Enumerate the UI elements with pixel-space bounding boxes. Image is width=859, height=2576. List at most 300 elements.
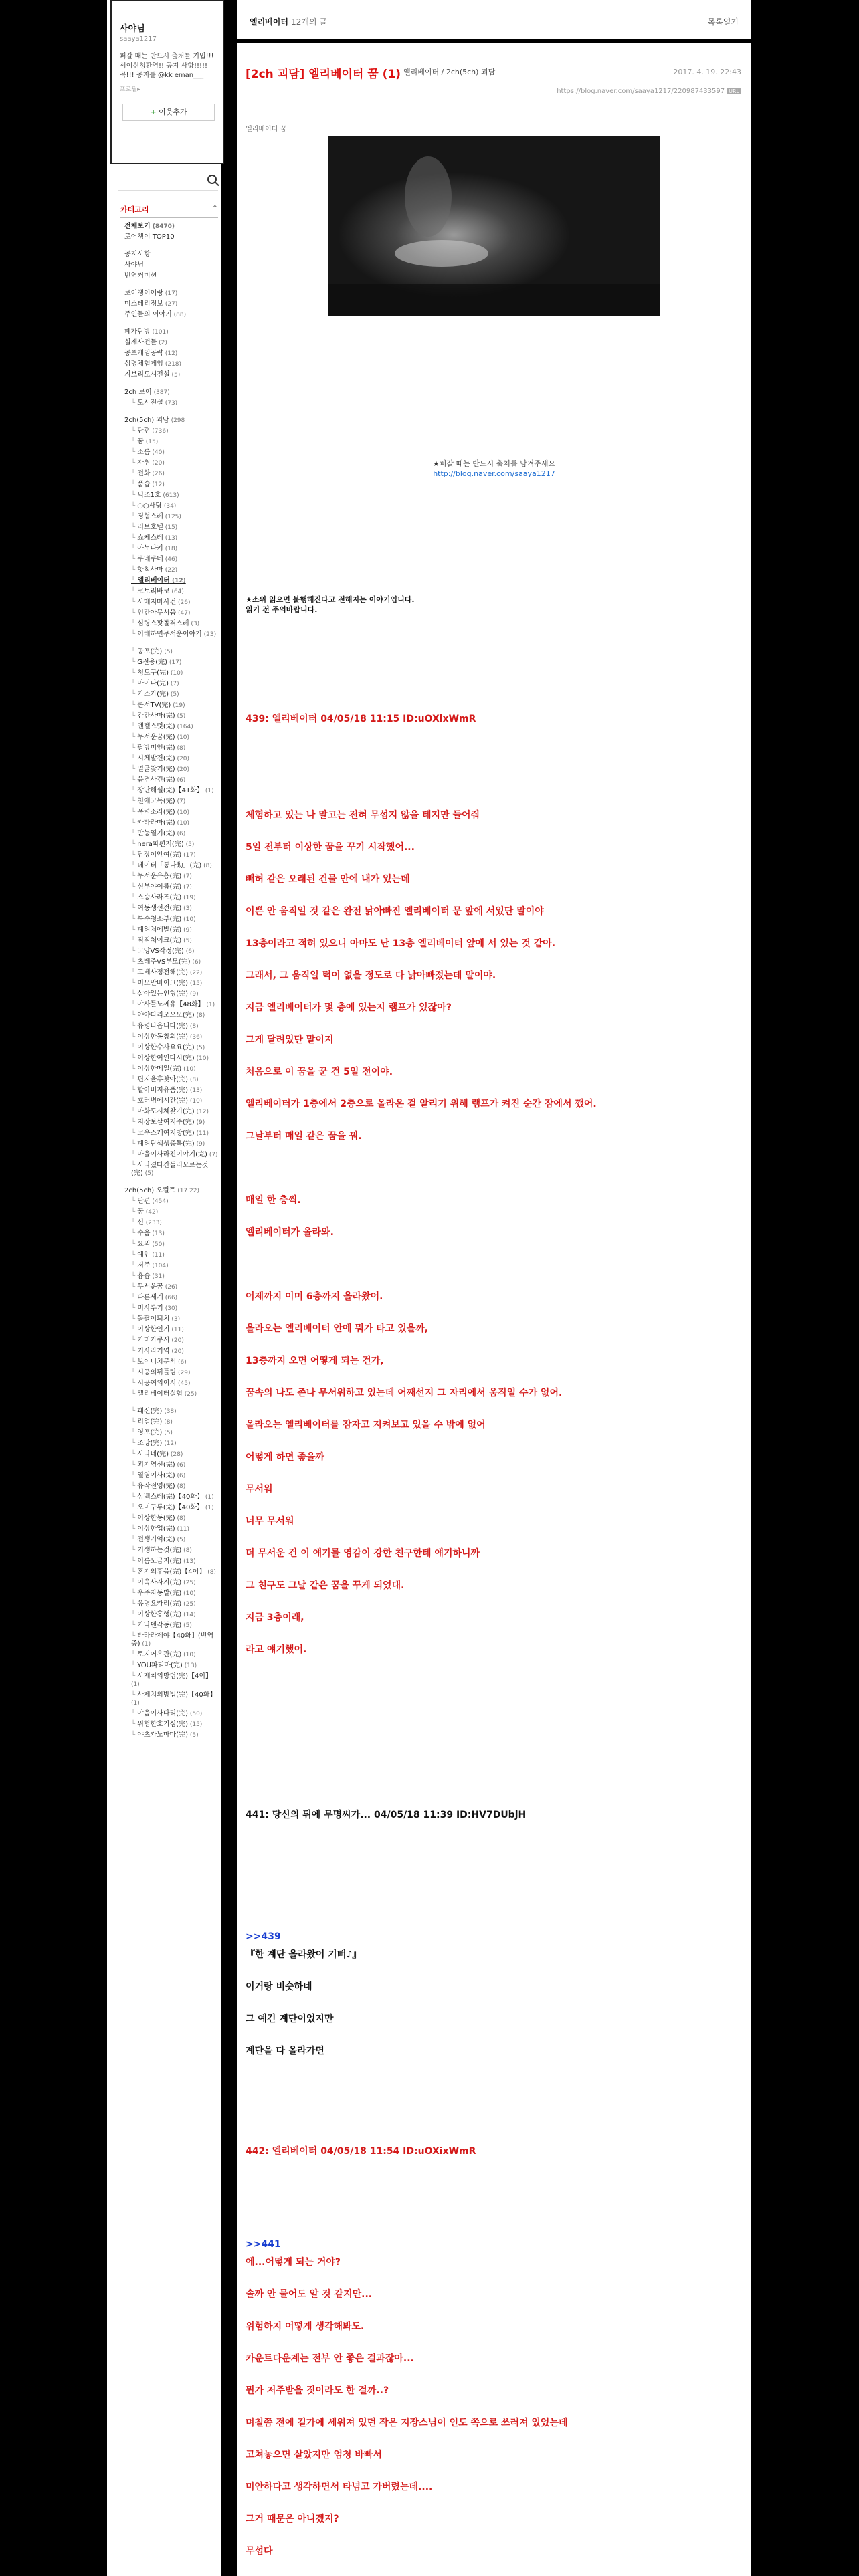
category-spacer bbox=[124, 1180, 218, 1187]
sidebar-category-item[interactable] bbox=[124, 1710, 218, 1718]
sidebar-category-item[interactable] bbox=[124, 427, 218, 435]
category-label: 카나덴각동(完) bbox=[137, 1622, 182, 1629]
category-count: (5) bbox=[183, 841, 195, 848]
category-count: (5) bbox=[181, 938, 192, 944]
sidebar-category-item[interactable] bbox=[124, 1273, 218, 1281]
sidebar-category-item[interactable] bbox=[124, 577, 218, 585]
sidebar-category-item[interactable] bbox=[124, 990, 218, 998]
post-line: 계단을 다 올라가면 bbox=[246, 2046, 324, 2056]
category-label: 코우스케여지방(完) bbox=[137, 1130, 195, 1137]
sidebar-category-item[interactable] bbox=[124, 798, 218, 806]
sidebar-category-item[interactable] bbox=[124, 399, 218, 407]
category-count: (15) bbox=[163, 524, 178, 531]
sidebar-category-item[interactable] bbox=[124, 1579, 218, 1587]
category-label: 팔방미인(完) bbox=[137, 744, 175, 752]
category-label: 이름모금지(完) bbox=[137, 1558, 182, 1565]
category-count: (3) bbox=[169, 1316, 181, 1323]
notice-link[interactable]: http://blog.naver.com/saaya1217 bbox=[433, 469, 555, 478]
category-count: (8) bbox=[201, 863, 212, 869]
category-count: (38) bbox=[162, 1408, 177, 1415]
sidebar-category-item[interactable] bbox=[124, 513, 218, 521]
sidebar-category-item[interactable] bbox=[124, 339, 218, 347]
category-count: (6) bbox=[176, 1359, 187, 1366]
category-count: (17) bbox=[167, 659, 182, 666]
category-label: 폐가탐방 bbox=[124, 328, 151, 336]
sidebar-category-item[interactable] bbox=[124, 1337, 218, 1345]
category-label: 카타라마(完) bbox=[137, 819, 175, 827]
post-line: 체험하고 있는 나 말고는 전혀 무섭지 않을 테지만 들어줘 bbox=[246, 810, 480, 821]
category-label: 할아버지유품(完) bbox=[137, 1087, 188, 1094]
category-count: (15) bbox=[187, 1721, 203, 1728]
sidebar-category-item[interactable] bbox=[124, 620, 218, 628]
category-count: (7) bbox=[181, 873, 192, 880]
sidebar-category-item[interactable] bbox=[124, 723, 218, 731]
sidebar-category-item[interactable] bbox=[124, 1251, 218, 1259]
category-label: 오미구루(完)【40화】 bbox=[137, 1504, 204, 1511]
sidebar-category-item[interactable] bbox=[124, 776, 218, 784]
category-count: (10) bbox=[169, 670, 183, 677]
category-count: (19) bbox=[181, 895, 196, 901]
category-label: 2ch 로어 bbox=[124, 389, 152, 396]
sidebar-category-item[interactable] bbox=[124, 1504, 218, 1512]
sidebar-category-item[interactable] bbox=[124, 1055, 218, 1063]
sidebar-category-item[interactable] bbox=[124, 1451, 218, 1459]
post-url[interactable]: https://blog.naver.com/saaya1217/220987433597 bbox=[557, 88, 725, 95]
sidebar-category-item[interactable] bbox=[124, 980, 218, 988]
category-count: (6) bbox=[175, 1473, 186, 1479]
post-line: 카운트다운계는 전부 안 좋은 결과잖아... bbox=[246, 2353, 414, 2364]
sidebar-category-item[interactable] bbox=[124, 1140, 218, 1148]
profile-link[interactable]: 프로필▸ bbox=[120, 86, 140, 93]
category-label: 조망(完) bbox=[137, 1440, 163, 1447]
category-count: (27) bbox=[163, 301, 178, 308]
sidebar-category-item[interactable] bbox=[124, 300, 218, 308]
category-label: 데이터「통나動」(完) bbox=[137, 862, 202, 869]
sidebar-category-item[interactable] bbox=[124, 449, 218, 457]
category-count: (20) bbox=[150, 460, 165, 467]
sidebar-category-item[interactable] bbox=[124, 862, 218, 870]
sidebar-category-item[interactable] bbox=[124, 1076, 218, 1084]
category-count: (22) bbox=[163, 567, 178, 574]
sidebar-category-item[interactable] bbox=[124, 1493, 218, 1501]
category-label: 예언 bbox=[137, 1251, 151, 1259]
sidebar-category-item[interactable] bbox=[124, 1305, 218, 1313]
sidebar-category-item[interactable] bbox=[124, 1600, 218, 1608]
sidebar-category-item[interactable] bbox=[124, 1198, 218, 1206]
category-count: (5) bbox=[175, 1537, 186, 1543]
sidebar-category-item[interactable] bbox=[124, 1262, 218, 1270]
category-label: 소름 bbox=[137, 449, 151, 456]
category-count: (13) bbox=[182, 1662, 197, 1669]
sidebar-category-item[interactable] bbox=[124, 1315, 218, 1323]
sidebar-category-item[interactable] bbox=[124, 1241, 218, 1249]
category-label: 사제치의방법(完)【4이】 bbox=[137, 1673, 212, 1680]
category-label: 츠레주VS부모(完) bbox=[137, 958, 191, 966]
sidebar-category-item[interactable] bbox=[124, 894, 218, 902]
category-count: (8) bbox=[175, 1483, 186, 1490]
sidebar-category-item[interactable] bbox=[124, 948, 218, 956]
sidebar-category-item[interactable] bbox=[124, 648, 218, 656]
category-count: (10) bbox=[181, 1066, 196, 1073]
sidebar-category-item[interactable] bbox=[124, 459, 218, 467]
sidebar-category-item[interactable] bbox=[124, 958, 218, 966]
category-label: 사제치의방법(完)【40화】 bbox=[137, 1691, 217, 1699]
sidebar-category-item[interactable] bbox=[124, 1283, 218, 1291]
category-label: 이상한업(完) bbox=[137, 1525, 175, 1533]
category-count: (13) bbox=[163, 535, 178, 542]
sidebar-category-item[interactable] bbox=[124, 389, 218, 397]
category-count: (9) bbox=[181, 927, 192, 934]
sidebar-category-item[interactable] bbox=[124, 566, 218, 574]
sidebar-category-item[interactable] bbox=[124, 1033, 218, 1041]
sidebar-category-item[interactable] bbox=[124, 1558, 218, 1566]
blog-category-title bbox=[250, 16, 327, 27]
sidebar-category-item[interactable] bbox=[124, 1358, 218, 1366]
sidebar-category-item[interactable] bbox=[124, 261, 218, 270]
category-count: (15) bbox=[187, 980, 203, 987]
sidebar-category-item[interactable] bbox=[124, 1691, 218, 1707]
category-label: 청도구(完) bbox=[137, 669, 169, 677]
category-label: 천애고독(完) bbox=[137, 798, 175, 805]
sidebar-category-item[interactable] bbox=[124, 851, 218, 859]
sidebar-category-item[interactable] bbox=[124, 1611, 218, 1619]
post-line: 지금 3층이래, bbox=[246, 1612, 304, 1623]
sidebar-category-item[interactable] bbox=[124, 1151, 218, 1159]
sidebar-category-item[interactable] bbox=[124, 1472, 218, 1480]
sidebar-category-item[interactable] bbox=[124, 1208, 218, 1216]
sidebar-category-item[interactable] bbox=[124, 1119, 218, 1127]
category-label: 품습 bbox=[137, 481, 151, 488]
post-line: 그게 달려있단 말이지 bbox=[246, 1035, 334, 1045]
category-count: (30) bbox=[163, 1305, 178, 1312]
sidebar-category-item[interactable] bbox=[124, 1547, 218, 1555]
sidebar-category-item[interactable] bbox=[124, 1622, 218, 1630]
sidebar-category-item[interactable] bbox=[124, 599, 218, 607]
sidebar-category-item[interactable] bbox=[124, 1162, 218, 1178]
sidebar-category-item[interactable] bbox=[124, 1380, 218, 1388]
sidebar-category-item[interactable] bbox=[124, 1219, 218, 1227]
reply-anchor-link[interactable]: >>439 bbox=[246, 1931, 281, 1942]
category-count: (12) bbox=[150, 481, 165, 488]
category-count: (9) bbox=[194, 1141, 205, 1148]
category-count: (11) bbox=[194, 1130, 209, 1137]
header-title[interactable]: 엘리베이터 bbox=[250, 17, 288, 27]
category-count: (8) bbox=[194, 1012, 205, 1019]
sidebar-category-item[interactable] bbox=[124, 1662, 218, 1670]
sidebar-category-item[interactable] bbox=[124, 1065, 218, 1073]
sidebar-category-item[interactable] bbox=[124, 1130, 218, 1138]
sidebar-category-item[interactable] bbox=[124, 1673, 218, 1689]
category-label: 실제사건들 bbox=[124, 339, 157, 346]
category-label: 공지사항 bbox=[124, 251, 151, 258]
category-label: 미스테리정보 bbox=[124, 300, 163, 308]
post bbox=[237, 43, 751, 2576]
sidebar-category-item[interactable] bbox=[124, 883, 218, 891]
sidebar-category-item[interactable] bbox=[124, 1390, 218, 1398]
category-header[interactable] bbox=[120, 204, 218, 218]
sidebar-category-item[interactable] bbox=[124, 1429, 218, 1437]
category-label: 호러병에시간(完) bbox=[137, 1097, 188, 1105]
sidebar-category-item[interactable] bbox=[124, 223, 218, 231]
post-line: 5일 전부터 이상한 꿈을 꾸기 시작했어... bbox=[246, 842, 415, 853]
sidebar-category-item[interactable] bbox=[124, 734, 218, 742]
sidebar-category-item[interactable] bbox=[124, 534, 218, 542]
sidebar-category-item[interactable] bbox=[124, 1369, 218, 1377]
sidebar-search[interactable] bbox=[118, 173, 218, 191]
sidebar-category-item[interactable] bbox=[124, 905, 218, 913]
sidebar-category-item[interactable] bbox=[124, 1731, 218, 1739]
sidebar-category-item[interactable] bbox=[124, 1230, 218, 1238]
category-count: (5) bbox=[162, 649, 173, 655]
category-label: 이상한동창회(完) bbox=[137, 1033, 188, 1041]
sidebar-category-item[interactable] bbox=[124, 669, 218, 677]
post-line: 그거 때문은 아니겠지? bbox=[246, 2514, 339, 2525]
category-count: (26) bbox=[176, 599, 191, 606]
sidebar-category-item[interactable] bbox=[124, 1012, 218, 1020]
sidebar-category-item[interactable] bbox=[124, 1294, 218, 1302]
category-label: 음경사건(完) bbox=[137, 776, 175, 784]
sidebar-category-item[interactable] bbox=[124, 1440, 218, 1448]
sidebar-category-item[interactable] bbox=[124, 691, 218, 699]
sidebar-category-item[interactable] bbox=[124, 1632, 218, 1648]
post-line: 처음으로 이 꿈을 꾼 건 5일 전이야. bbox=[246, 1067, 393, 1077]
post-line: 고쳐놓으면 살았지만 엄청 바빠서 bbox=[246, 2450, 382, 2460]
category-label: 간간사마(完) bbox=[137, 712, 175, 720]
category-label: 2ch(5ch) 괴담 bbox=[124, 417, 169, 424]
sidebar-category-item[interactable] bbox=[124, 1001, 218, 1009]
sidebar-category-item[interactable] bbox=[124, 755, 218, 763]
post-category[interactable]: 엘리베이터 / 2ch(5ch) 괴담 bbox=[403, 68, 496, 76]
sidebar-category-item[interactable] bbox=[124, 1044, 218, 1052]
sidebar-category-item[interactable] bbox=[124, 1525, 218, 1533]
sidebar-category-item[interactable] bbox=[124, 524, 218, 532]
sidebar-category-item[interactable] bbox=[124, 702, 218, 710]
category-count: (5) bbox=[187, 1732, 199, 1739]
category-count: (7) bbox=[169, 681, 179, 687]
category-label: 이해하면무서운이야기 bbox=[137, 631, 202, 638]
url-copy-button[interactable]: URL bbox=[727, 88, 741, 94]
intro-line-1: ★소위 읽으면 불행해진다고 전해지는 이야기입니다. bbox=[246, 595, 415, 604]
category-count: (45) bbox=[176, 1380, 191, 1387]
sidebar-category-item[interactable] bbox=[124, 819, 218, 827]
sidebar-category-item[interactable] bbox=[124, 251, 218, 259]
category-label: 무서운꿈(完) bbox=[137, 734, 175, 741]
sidebar-category-item[interactable] bbox=[124, 502, 218, 510]
category-count: (9) bbox=[194, 1119, 205, 1126]
category-count: (11) bbox=[150, 1252, 165, 1259]
category-label: 심령체험게임 bbox=[124, 360, 163, 368]
category-label: 야츠카노마마(完) bbox=[137, 1731, 188, 1739]
category-count: (12) bbox=[169, 578, 186, 584]
category-label: 이상한여인다시(完) bbox=[137, 1055, 195, 1062]
category-label: 흉습 bbox=[137, 1273, 151, 1280]
category-label: 신부야이름(完) bbox=[137, 883, 182, 891]
category-label: 여동생선전(完) bbox=[137, 905, 182, 912]
sidebar-category-item[interactable] bbox=[124, 311, 218, 319]
category-label: 얼굴찾기(完) bbox=[137, 766, 175, 773]
post-line: 그날부터 매일 같은 꿈을 꿔. bbox=[246, 1131, 362, 1142]
category-count: (18) bbox=[163, 546, 178, 552]
sidebar-category-item[interactable] bbox=[124, 787, 218, 795]
list-open-button[interactable]: 목록열기 bbox=[707, 17, 739, 27]
category-label: 고베사정전해(完) bbox=[137, 969, 188, 976]
category-count: (14) bbox=[181, 1612, 196, 1618]
category-count: (1) bbox=[140, 1641, 151, 1648]
sidebar-category-item[interactable] bbox=[124, 766, 218, 774]
chevron-up-icon[interactable]: ^ bbox=[211, 204, 218, 213]
category-count: (28) bbox=[169, 1451, 183, 1458]
add-neighbor-button[interactable] bbox=[122, 104, 215, 121]
category-label: 단편 bbox=[137, 1198, 151, 1205]
category-count: (13) bbox=[181, 1558, 196, 1565]
sidebar-category-item[interactable] bbox=[124, 712, 218, 720]
sidebar-category-item[interactable] bbox=[124, 873, 218, 881]
category-count: (11) bbox=[169, 1327, 184, 1333]
sidebar-category-item[interactable] bbox=[124, 556, 218, 564]
category-label: 괴기영선(完) bbox=[137, 1461, 175, 1469]
category-label: 쇼케스레 bbox=[137, 534, 163, 542]
category-count: (164) bbox=[175, 724, 193, 730]
category-spacer bbox=[124, 410, 218, 417]
category-label: 미모만바이크(完) bbox=[137, 980, 188, 987]
category-count: (101) bbox=[150, 329, 169, 336]
category-label: 이상한동(完) bbox=[137, 1515, 175, 1522]
sidebar-category-item[interactable] bbox=[124, 1326, 218, 1334]
sidebar-category-item[interactable] bbox=[124, 841, 218, 849]
category-label: 공포(完) bbox=[137, 648, 163, 655]
search-icon[interactable] bbox=[207, 175, 217, 184]
category-count: (73) bbox=[163, 400, 178, 407]
sidebar-category-item[interactable] bbox=[124, 631, 218, 639]
post-line: 13층이라고 적혀 있으니 아마도 난 13층 엘리베이터 앞에 서 있는 것 같아. bbox=[246, 938, 556, 949]
sidebar-category-item[interactable] bbox=[124, 371, 218, 379]
post-line: 『한 계단 올라왔어 기뻐♪』 bbox=[246, 1949, 362, 1960]
sidebar-category-item[interactable] bbox=[124, 744, 218, 752]
sidebar-category-item[interactable] bbox=[124, 1023, 218, 1031]
sidebar-category-item[interactable] bbox=[124, 272, 218, 280]
category-label: 단편 bbox=[137, 427, 151, 435]
category-label: 시공의뒤틀림 bbox=[137, 1369, 177, 1376]
post-line: 무서워 bbox=[246, 1484, 273, 1495]
category-count: (7) bbox=[207, 1152, 218, 1158]
sidebar-category-item[interactable] bbox=[124, 328, 218, 336]
sidebar-category-item[interactable] bbox=[124, 916, 218, 924]
sidebar-category-item[interactable] bbox=[124, 1087, 218, 1095]
category-label: 주인들의 이야기 bbox=[124, 311, 172, 318]
sidebar-category-item[interactable] bbox=[124, 1348, 218, 1356]
sidebar-category-item[interactable] bbox=[124, 438, 218, 446]
sidebar-category-item[interactable] bbox=[124, 937, 218, 945]
category-label: 직직처이크(完) bbox=[137, 937, 182, 944]
sidebar-category-item[interactable] bbox=[124, 609, 218, 617]
category-label: 야음이사다리(完) bbox=[137, 1710, 188, 1717]
sidebar-category-item[interactable] bbox=[124, 417, 218, 425]
sidebar-category-item[interactable] bbox=[124, 1187, 218, 1195]
post-url-row bbox=[557, 88, 741, 95]
category-label: 다른세계 bbox=[137, 1294, 163, 1301]
category-count: (2) bbox=[157, 340, 167, 346]
category-count: (17 22) bbox=[175, 1188, 200, 1194]
category-count: (233) bbox=[143, 1220, 162, 1226]
category-count: (19) bbox=[171, 702, 185, 709]
category-label: 카스카(完) bbox=[137, 691, 169, 698]
category-label: 로어챙이 TOP10 bbox=[124, 233, 175, 241]
sidebar-category-item[interactable] bbox=[124, 1097, 218, 1105]
post-title[interactable]: [2ch 괴담] 엘리베이터 꿈 (1) bbox=[246, 68, 401, 81]
sidebar-category-item[interactable] bbox=[124, 1408, 218, 1416]
sidebar-category-item[interactable] bbox=[124, 1418, 218, 1426]
sidebar-category-item[interactable] bbox=[124, 1590, 218, 1598]
sidebar-category-item[interactable] bbox=[124, 1461, 218, 1469]
category-count: (1) bbox=[203, 1505, 214, 1511]
sidebar-category-item[interactable] bbox=[124, 350, 218, 358]
sidebar-category-item[interactable] bbox=[124, 680, 218, 688]
category-count: (104) bbox=[150, 1263, 169, 1269]
sidebar-category-item[interactable] bbox=[124, 830, 218, 838]
sidebar-category-item[interactable] bbox=[124, 969, 218, 977]
sidebar-category-item[interactable] bbox=[124, 492, 218, 500]
category-label: 기생하는것(完) bbox=[137, 1547, 182, 1554]
post-photo bbox=[328, 136, 660, 316]
category-label: 공포게임공략 bbox=[124, 350, 163, 357]
sidebar-category-item[interactable] bbox=[124, 481, 218, 489]
category-count: (9) bbox=[187, 991, 199, 998]
category-label: 번역커미션 bbox=[124, 272, 157, 280]
sidebar-category-item[interactable] bbox=[124, 1515, 218, 1523]
category-count: (5) bbox=[181, 1622, 192, 1629]
post-line: 매일 한 층씩. bbox=[246, 1195, 301, 1206]
dark-corridor-image bbox=[328, 136, 660, 316]
post-line: 441: 당신의 뒤에 무명씨가... 04/05/18 11:39 ID:HV7DUbjH bbox=[246, 1810, 527, 1820]
sidebar-category-item[interactable] bbox=[124, 1651, 218, 1659]
sidebar-category-item[interactable] bbox=[124, 545, 218, 553]
sidebar-category-item[interactable] bbox=[124, 360, 218, 368]
category-count: (8) bbox=[181, 1547, 192, 1554]
category-label: 전생기억(完) bbox=[137, 1536, 175, 1543]
category-count: (8) bbox=[205, 1569, 216, 1576]
category-count: (6) bbox=[183, 948, 195, 955]
sidebar-category-item[interactable] bbox=[124, 1568, 218, 1576]
category-label: 사라졌다간둘러모르는것(完) bbox=[131, 1162, 209, 1177]
sidebar-category-item[interactable] bbox=[124, 1536, 218, 1544]
sidebar-category-item[interactable] bbox=[124, 1721, 218, 1729]
sidebar-category-item[interactable] bbox=[124, 926, 218, 934]
sidebar-category-item[interactable] bbox=[124, 809, 218, 817]
category-count: (26) bbox=[163, 1284, 178, 1291]
post-intro bbox=[246, 595, 415, 615]
sidebar-category-item[interactable] bbox=[124, 233, 218, 241]
category-count: (10) bbox=[187, 1098, 203, 1105]
category-count: (5) bbox=[169, 691, 179, 698]
category-count: (88) bbox=[171, 312, 187, 318]
category-label: 야야다리오오모(完) bbox=[137, 1012, 195, 1019]
category-count: (5) bbox=[142, 1170, 154, 1177]
sidebar-category-item[interactable] bbox=[124, 588, 218, 596]
reply-anchor-link[interactable]: >>441 bbox=[246, 2239, 281, 2250]
sidebar-category-item[interactable] bbox=[124, 1483, 218, 1491]
plus-icon: + bbox=[150, 108, 157, 116]
post-line: 너무 무서워 bbox=[246, 1516, 294, 1527]
profile-name[interactable]: 사야님 bbox=[120, 24, 145, 34]
sidebar-category-item[interactable] bbox=[124, 1108, 218, 1116]
sidebar-category-item[interactable] bbox=[124, 470, 218, 478]
sidebar-category-item[interactable] bbox=[124, 290, 218, 298]
category-count: (50) bbox=[187, 1711, 203, 1717]
post-date: 2017. 4. 19. 22:43 bbox=[673, 68, 741, 76]
sidebar-category-item[interactable] bbox=[124, 659, 218, 667]
post-line: 더 무서운 건 이 얘기를 영감이 강한 친구한테 얘기하니까 bbox=[246, 1548, 480, 1559]
post-line: 라고 얘기했어. bbox=[246, 1644, 307, 1655]
